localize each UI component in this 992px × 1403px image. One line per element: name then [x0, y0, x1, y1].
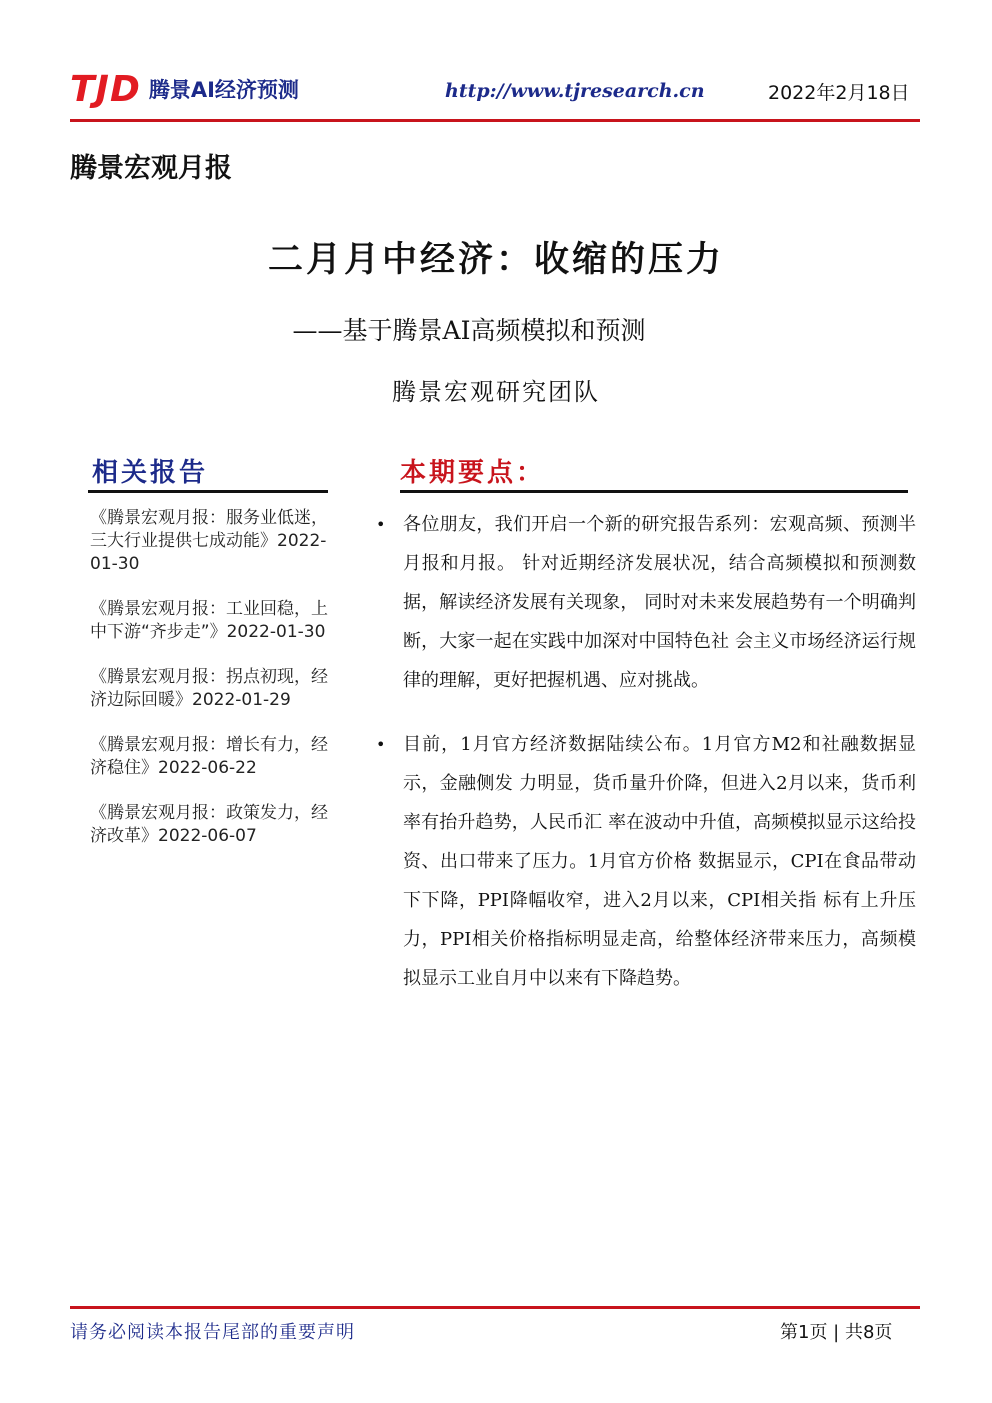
related-report-item[interactable]: 《腾景宏观月报：增长有力，经济稳住》2022-06-22	[90, 735, 328, 778]
subtitle	[0, 311, 992, 347]
key-point-text: 目前，1月官方经济数据陆续公布。1月官方M2和社融数据显示，金融侧发 力明显，货币量升价降，但进入2月以来，货币利率有抬升趋势，人民币汇 率在波动中升值，高频模拟显示这给投资、出口带来了压力。1月官方价格 数据显示，CPI在食品带动下下降，PPI降幅收窄，进入2月以来，CPI相关指 标有上升压力，PPI相关价格指标明显走高，给整体经济带来压力，高频模 拟显示工业自月中以来有下降趋势。	[403, 734, 916, 989]
related-report-item[interactable]: 《腾景宏观月报：拐点初现，经济边际回暖》2022-01-29	[90, 667, 328, 710]
series-title: 腾景宏观月报	[70, 153, 232, 184]
author-team: 腾景宏观研究团队	[392, 378, 600, 406]
related-report-item[interactable]: 《腾景宏观月报：工业回稳，上中下游“齐步走”》2022-01-30	[90, 599, 328, 642]
related-reports-heading: 相关报告	[92, 458, 209, 488]
key-point-item	[376, 725, 916, 998]
key-points-heading: 本期要点：	[400, 458, 546, 488]
key-point-text: 各位朋友，我们开启一个新的研究报告系列：宏观高频、预测半月报和月报。 针对近期经济发展状况，结合高频模拟和预测数据，解读经济发展有关现象， 同时对未来发展趋势有一个明确判断，大家一起在实践中加深对中国特色社 会主义市场经济运行规律的理解，更好把握机遇、应对挑战。	[403, 514, 916, 691]
key-points-list	[376, 505, 916, 1023]
main-title: 二月月中经济：收缩的压力	[267, 239, 724, 280]
footer-disclaimer: 请务必阅读本报告尾部的重要声明	[70, 1322, 355, 1343]
website-link[interactable]: http://www.tjresearch.cn	[445, 80, 705, 102]
logo-text: 腾景AI经济预测	[148, 78, 299, 102]
related-reports-divider	[88, 490, 328, 493]
related-reports-list	[90, 507, 335, 870]
logo-mark: TJD	[70, 69, 141, 110]
related-report-item[interactable]: 《腾景宏观月报：政策发力，经济改革》2022-06-07	[90, 803, 328, 846]
report-date: 2022年2月18日	[768, 82, 910, 104]
related-report-item[interactable]: 《腾景宏观月报：服务业低迷，三大行业提供七成动能》2022-01-30	[90, 508, 328, 574]
header-divider	[70, 119, 920, 122]
key-points-divider	[400, 490, 908, 493]
key-point-item	[376, 505, 916, 700]
bullet-icon: •	[376, 515, 386, 534]
page-number: 第1页 | 共8页	[780, 1322, 893, 1343]
bullet-icon: •	[376, 735, 386, 754]
subtitle-text: ——基于腾景AI高频模拟和预测	[292, 316, 646, 345]
brand-logo	[70, 70, 299, 110]
footer-divider	[70, 1306, 920, 1309]
